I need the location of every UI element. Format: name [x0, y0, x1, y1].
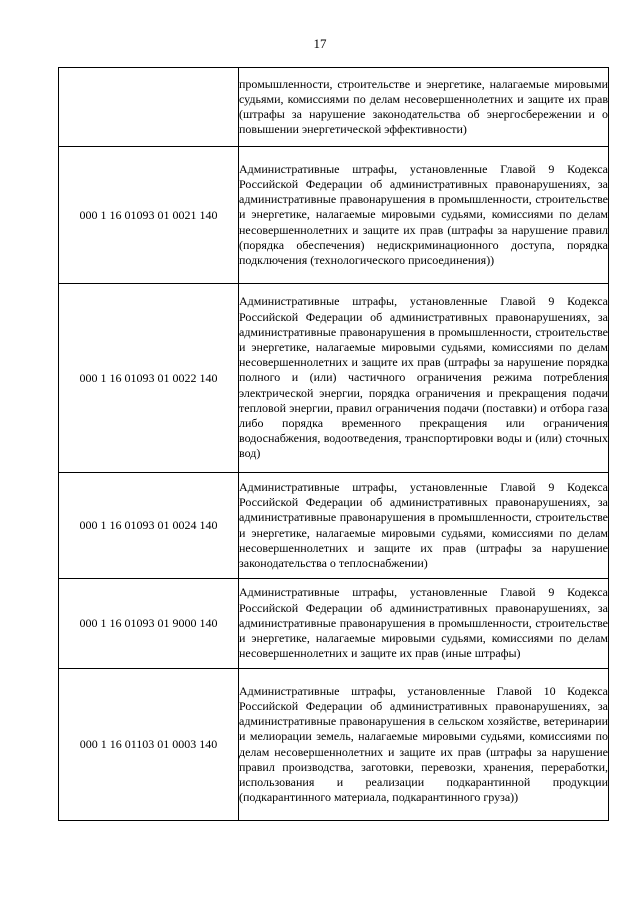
table-row: [59, 68, 609, 147]
code-cell: 000 1 16 01093 01 9000 140: [59, 579, 239, 669]
description-cell: Административные штрафы, установленные Главой 10 Кодекса Российской Федерации об административных правонарушениях, за административные правонарушения в сельском хозяйстве, ветеринарии и мелиорации земель, налагаемые мировыми судьями, комиссиями по делам несовершеннолетних и защите их прав (штрафы за нарушение правил производства, заготовки, перевозки, хранения, переработки, использования и реализации подкарантинной продукции (подкарантинного материала, подкарантинного груза)): [239, 669, 609, 821]
code-cell: 000 1 16 01103 01 0003 140: [59, 669, 239, 821]
code-cell: 000 1 16 01093 01 0021 140: [59, 147, 239, 284]
description-cell: промышленности, строительстве и энергетике, налагаемые мировыми судьями, комиссиями по делам несовершеннолетних и защите их прав (штрафы за нарушение законодательства об энергосбережении и о повышении энергетической эффективности): [239, 68, 609, 147]
table-row: [59, 284, 609, 473]
code-cell: 000 1 16 01093 01 0024 140: [59, 473, 239, 579]
table-row: [59, 669, 609, 821]
description-cell: Административные штрафы, установленные Главой 9 Кодекса Российской Федерации об административных правонарушениях, за административные правонарушения в промышленности, строительстве и энергетике, налагаемые мировыми судьями, комиссиями по делам несовершеннолетних и защите их прав (штрафы за нарушение законодательства о теплоснабжении): [239, 473, 609, 579]
table-row: [59, 579, 609, 669]
table-row: [59, 473, 609, 579]
code-cell: [59, 68, 239, 147]
code-cell: 000 1 16 01093 01 0022 140: [59, 284, 239, 473]
description-cell: Административные штрафы, установленные Главой 9 Кодекса Российской Федерации об административных правонарушениях, за административные правонарушения в промышленности, строительстве и энергетике, налагаемые мировыми судьями, комиссиями по делам несовершеннолетних и защите их прав (иные штрафы): [239, 579, 609, 669]
description-cell: Административные штрафы, установленные Главой 9 Кодекса Российской Федерации об административных правонарушениях, за административные правонарушения в промышленности, строительстве и энергетике, налагаемые мировыми судьями, комиссиями по делам несовершеннолетних и защите их прав (штрафы за нарушение порядка полного и (или) частичного ограничения режима потребления электрической энергии, порядка ограничения и прекращения подачи тепловой энергии, правил ограничения подачи (поставки) и отбора газа либо порядка временного прекращения или ограничения водоснабжения, водоотведения, транспортировки воды и (или) сточных вод): [239, 284, 609, 473]
table-row: [59, 147, 609, 284]
page-number: 17: [313, 36, 327, 51]
budget-codes-table: [58, 67, 609, 821]
description-cell: Административные штрафы, установленные Главой 9 Кодекса Российской Федерации об административных правонарушениях, за административные правонарушения в промышленности, строительстве и энергетике, налагаемые мировыми судьями, комиссиями по делам несовершеннолетних и защите их прав (штрафы за нарушение правил (порядка обеспечения) недискриминационного доступа, порядка подключения (технологического присоединения)): [239, 147, 609, 284]
